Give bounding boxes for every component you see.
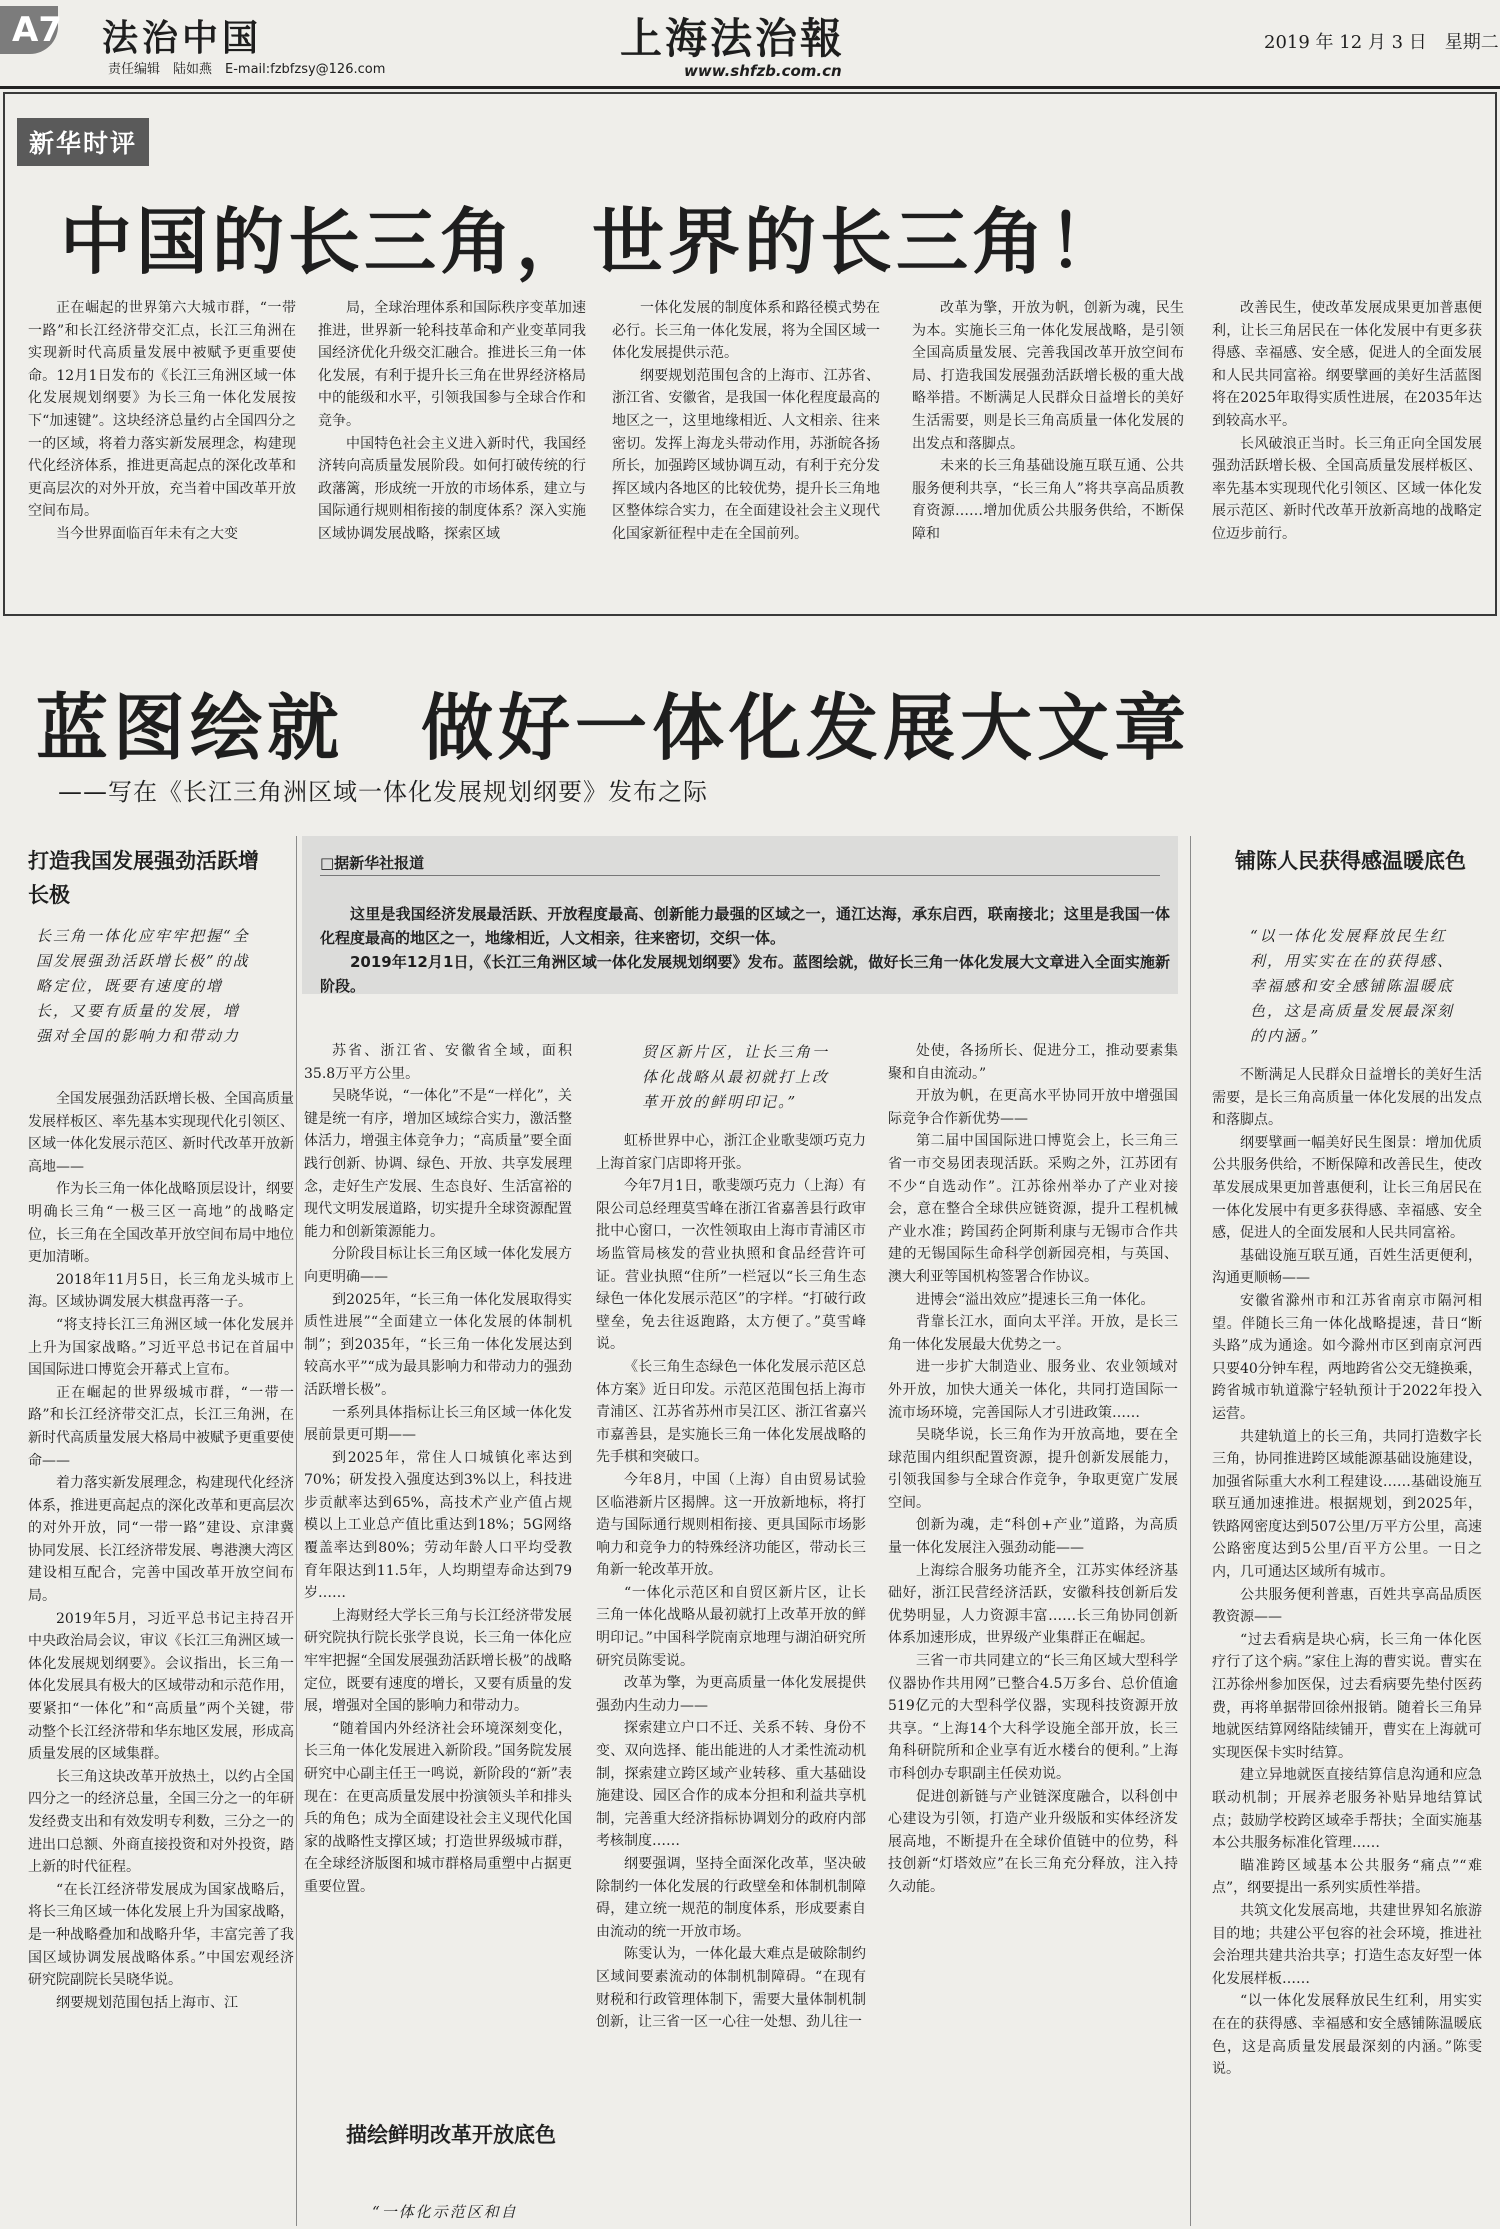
byline: □据新华社报道 — [320, 854, 425, 872]
section-3-title: 铺陈人民获得感温暖底色 — [1235, 849, 1466, 873]
paragraph: 基础设施互联互通，百姓生活更便利，沟通更顺畅—— — [1212, 1247, 1482, 1287]
paragraph: 一体化发展的制度体系和路径模式势在必行。长三角一体化发展，将为全国区域一体化发展提供示范。 — [612, 300, 880, 362]
paragraph: 吴晓华说，长三角作为开放高地，要在全球范围内组织配置资源，提升创新发展能力，引领我国参与全球合作竞争，争取更宽广发展空间。 — [888, 1427, 1178, 1511]
paragraph: “一体化示范区和自贸区新片区，让长三角一体化战略从最初就打上改革开放的鲜明印记。”中国科学院南京地理与湖泊研究所研究员陈雯说。 — [596, 1584, 866, 1669]
paragraph: “在长江经济带发展成为国家战略后，将长三角区域一体化发展上升为国家战略，是一种战略叠加和战略升华，丰富完善了我国区域协调发展战略体系。”中国宏观经济研究院副院长吴晓华说。 — [28, 1881, 294, 1989]
paragraph: 分阶段目标让长三角区域一体化发展方向更明确—— — [304, 1246, 572, 1285]
commentary-column-5 — [1212, 297, 1482, 602]
paragraph: 2019年12月1日，《长江三角洲区域一体化发展规划纲要》发布。蓝图绘就，做好长三角一体化发展大文章进入全面实施新阶段。 — [320, 953, 1170, 995]
commentary-column-3 — [612, 297, 880, 602]
paragraph: 进一步扩大制造业、服务业、农业领域对外开放，加快大通关一体化，共同打造国际一流市场环境，完善国际人才引进政策…… — [888, 1359, 1178, 1421]
section-2-title: 描绘鲜明改革开放底色 — [346, 2123, 556, 2147]
body-column-4 — [888, 1040, 1178, 2226]
paragraph: 今年8月，中国（上海）自由贸易试验区临港新片区揭牌。这一开放新地标，将打造与国际通行规则相衔接、更具国际市场影响力和竞争力的特殊经济功能区，带动长三角新一轮改革开放。 — [596, 1471, 866, 1579]
paragraph: 长三角这块改革开放热土，以约占全国四分之一的经济总量，全国三分之一的年研发经费支出和有效发明专利数，三分之一的进出口总额、外商直接投资和对外投资，踏上新的时代征程。 — [28, 1768, 294, 1876]
paragraph: 改革为擎，开放为帆，创新为魂，民生为本。实施长三角一体化发展战略，是引领全国高质量发展、完善我国改革开放空间布局、打造我国发展强劲活跃增长极的重大战略举措。不断满足人民群众日益增长的美好生活需要，则是长三角高质量一体化发展的出发点和落脚点。 — [912, 300, 1184, 452]
paragraph: 2019年5月，习近平总书记主持召开中央政治局会议，审议《长江三角洲区域一体化发展规划纲要》。会议指出，长三角一体化发展具有极大的区域带动和示范作用，要紧扣“一体化”和“高质量”两个关键，带动整个长江经济带和华东地区发展，形成高质量发展的区域集群。 — [28, 1610, 294, 1763]
body-column-5 — [1212, 1064, 1482, 2226]
paragraph: 一系列具体指标让长三角区域一体化发展前景更可期—— — [304, 1404, 572, 1444]
paragraph: 探索建立户口不迁、关系不转、身份不变、双向选择、能出能进的人才柔性流动机制，探索建立跨区域产业转移、重大基础设施建设、园区合作的成本分担和利益共享机制，完善重大经济指标协调划分的政府内部考核制度…… — [596, 1720, 866, 1850]
paragraph: 长风破浪正当时。长三角正向全国发展强劲活跃增长极、全国高质量发展样板区、率先基本实现现代化引领区、区域一体化发展示范区、新时代改革开放新高地的战略定位迈步前行。 — [1212, 435, 1482, 542]
paragraph: “过去看病是块心病，长三角一体化医疗行了这个病。”家住上海的曹实说。曹实在江苏徐州参加医保，过去看病要先垫付医药费，再将单据带回徐州报销。随着长三角异地就医结算网络陆续铺开，曹实在上海就可实现医保卡实时结算。 — [1212, 1631, 1482, 1761]
paragraph: 全国发展强劲活跃增长极、全国高质量发展样板区、率先基本实现现代化引领区、区域一体化发展示范区、新时代改革开放新高地—— — [28, 1091, 294, 1175]
page-number: A7 — [12, 10, 62, 50]
paragraph: 纲要规划范围包括上海市、江 — [56, 1994, 238, 2011]
paragraph: 苏省、浙江省、安徽省全域，面积35.8万平方公里。 — [304, 1043, 572, 1082]
body-column-1 — [28, 1088, 294, 2218]
section-2-quote: “一体化示范区和自 — [372, 2203, 518, 2221]
paragraph: 未来的长三角基础设施互联互通、公共服务便利共享，“长三角人”将共享高品质教育资源……增加优质公共服务供给，不断保障和 — [912, 458, 1184, 542]
paragraph: 不断满足人民群众日益增长的美好生活需要，是长三角高质量一体化发展的出发点和落脚点。 — [1212, 1067, 1482, 1129]
body-column-3 — [596, 1130, 866, 2226]
feature-subheadline: ——写在《长江三角洲区域一体化发展规划纲要》发布之际 — [58, 778, 708, 806]
feature-headline: 蓝图绘就 做好一体化发展大文章 — [36, 686, 1192, 770]
commentary-column-4 — [912, 297, 1184, 602]
paragraph: 作为长三角一体化战略顶层设计，纲要明确长三角“一极三区一高地”的战略定位，长三角在全国改革开放空间布局中地位更加清晰。 — [28, 1181, 294, 1266]
lead-paragraph — [320, 902, 1170, 998]
newspaper-url[interactable]: www.shfzb.com.cn — [684, 62, 842, 80]
paragraph: 促进创新链与产业链深度融合，以科创中心建设为引领，打造产业升级版和实体经济发展高地，不断提升在全球价值链中的位势，科技创新“灯塔效应”在长三角充分释放，注入持久动能。 — [888, 1788, 1178, 1895]
paragraph: 改革为擎，为更高质量一体化发展提供强劲内生动力—— — [596, 1675, 866, 1714]
paragraph: 陈雯认为，一体化最大难点是破除制约区域间要素流动的体制机制障碍。“在现有财税和行政管理体制下，需要大量体制机制创新，让三省一区一心往一处想、劲儿往一 — [596, 1946, 866, 2031]
paragraph: 第二届中国国际进口博览会上，长三角三省一市交易团表现活跃。采购之外，江苏团有不少“自选动作”。江苏徐州举办了产业对接会，意在整合全球供应链资源，提升工程机械产业水准；跨国药企阿斯利康与无锡市合作共建的无锡国际生命科学创新园亮相，与英国、澳大利亚等国机构签署合作协议。 — [888, 1133, 1178, 1285]
paragraph: 这里是我国经济发展最活跃、开放程度最高、创新能力最强的区域之一，通江达海，承东启西，联南接北；这里是我国一体化程度最高的地区之一，地缘相近，人文相亲，往来密切，交织一体。 — [320, 905, 1170, 947]
paragraph: 上海综合服务功能齐全，江苏实体经济基础好，浙江民营经济活跃，安徽科技创新后发优势明显，人力资源丰富……长三角协同创新体系加速形成，世界级产业集群正在崛起。 — [888, 1562, 1178, 1647]
section-1-quote: 长三角一体化应牢牢把握“全国发展强劲活跃增长极”的战略定位，既要有速度的增长，又要有质量的发展，增强对全国的影响力和带动力 — [36, 927, 250, 1045]
paragraph: 创新为魂，走“科创+产业”道路，为高质量一体化发展注入强劲动能—— — [888, 1517, 1178, 1557]
paragraph: 当今世界面临百年未有之大变 — [56, 525, 238, 542]
commentary-column-1 — [28, 297, 296, 602]
paragraph: 正在崛起的世界级城市群，“一带一路”和长江经济带交汇点，长江三角洲，在新时代高质量发展大格局中被赋予更重要使命—— — [28, 1384, 294, 1469]
paragraph: 吴晓华说，“一体化”不是“一样化”，关键是统一有序，增加区域综合实力，激活整体活力，增强主体竞争力；“高质量”要全面践行创新、协调、绿色、开放、共享发展理念，走好生产发展、生态良好、生活富裕的现代文明发展道路，切实提升全球资源配置能力和创新策源能力。 — [304, 1088, 572, 1240]
paragraph: 处使，各扬所长、促进分工，推动要素集聚和自由流动。” — [888, 1043, 1178, 1082]
section-title: 法治中国 — [102, 18, 263, 59]
newspaper-logo: 上海法治報 — [620, 14, 846, 63]
paragraph: 纲要擘画一幅美好民生图景：增加优质公共服务供给，不断保障和改善民生，使改革发展成果更加普惠便利，让长三角居民在一体化发展中有更多获得感、幸福感、安全感，促进人的全面发展和人民共同富裕。 — [1212, 1134, 1482, 1242]
commentary-headline: 中国的长三角，世界的长三角！ — [60, 200, 1125, 284]
paragraph: 改善民生，使改革发展成果更加普惠便利，让长三角居民在一体化发展中有更多获得感、幸福感、安全感，促进人的全面发展和人民共同富裕。纲要擘画的美好生活蓝图将在2025年取得实质性进展，在2035年达到较高水平。 — [1212, 300, 1482, 429]
paragraph: 着力落实新发展理念，构建现代化经济体系，推进更高起点的深化改革和更高层次的对外开放，同“一带一路”建设、京津冀协同发展、长江经济带发展、粤港澳大湾区建设相互配合，完善中国改革开放空间布局。 — [28, 1475, 294, 1605]
column-rule — [296, 836, 297, 2226]
paragraph: 进博会“溢出效应”提速长三角一体化。 — [916, 1291, 1155, 1308]
paragraph: 上海财经大学长三角与长江经济带发展研究院执行院长张学良说，长三角一体化应牢牢把握“全国发展强劲活跃增长极”的战略定位，既要有速度的增长，又要有质量的发展，增强对全国的影响力和带动力。 — [304, 1607, 572, 1715]
masthead-rule — [0, 86, 1500, 89]
editor-credit: 责任编辑 陆如燕 E-mail:fzbfzsy@126.com — [108, 62, 386, 77]
column-rule — [1190, 836, 1191, 2226]
body-column-2 — [304, 1040, 572, 2090]
paragraph: 纲要规划范围包含的上海市、江苏省、浙江省、安徽省，是我国一体化程度最高的地区之一，这里地缘相近、人文相亲、往来密切。发挥上海龙头带动作用，苏浙皖各扬所长，加强跨区域协调互动，有利于充分发挥区域内各地区的比较优势，提升长三角地区整体综合实力，在全面建设社会主义现代化国家新征程中走在全国前列。 — [612, 367, 880, 542]
paragraph: 虹桥世界中心，浙江企业歌斐颂巧克力上海首家门店即将开张。 — [596, 1133, 866, 1172]
paragraph: 三省一市共同建立的“长三角区域大型科学仪器协作共用网”已整合4.5万多台、总价值逾519亿元的大型科学仪器，实现科技资源开放共享。“上海14个大科学设施全部开放，长三角科研院所和企业享有近水楼台的便利。”上海市科创办专职副主任侯劝说。 — [888, 1653, 1178, 1782]
paragraph: 共筑文化发展高地，共建世界知名旅游目的地；共建公平包容的社会环境，推进社会治理共建共治共享；打造生态友好型一体化发展样板…… — [1212, 1902, 1482, 1987]
commentary-tag: 新华时评 — [17, 118, 149, 166]
paragraph: 中国特色社会主义进入新时代，我国经济转向高质量发展阶段。如何打破传统的行政藩篱，形成统一开放的市场体系，建立与国际通行规则相衔接的制度体系？深入实施区域协调发展战略，探索区域 — [318, 435, 586, 542]
commentary-column-2 — [318, 297, 586, 602]
paragraph: 背靠长江水，面向太平洋。开放，是长三角一体化发展最大优势之一。 — [888, 1314, 1178, 1353]
paragraph: 开放为帆，在更高水平协同开放中增强国际竞争合作新优势—— — [888, 1088, 1178, 1127]
section-3-quote: “以一体化发展释放民生红利，用实实在在的获得感、幸福感和安全感铺陈温暖底色，这是高质量发展最深刻的内涵。” — [1250, 927, 1455, 1045]
section-1-title: 打造我国发展强劲活跃增长极 — [28, 849, 259, 907]
page-number-badge — [0, 6, 62, 54]
paragraph: 今年7月1日，歌斐颂巧克力（上海）有限公司总经理莫雪峰在浙江省嘉善县行政审批中心窗口，一次性领取由上海市青浦区市场监管局核发的营业执照和食品经营许可证。营业执照“住所”一栏冠以“长三角生态绿色一体化发展示范区”的字样。“打破行政壁垒，免去往返跑路，太方便了。”莫雪峰说。 — [596, 1178, 866, 1353]
section-2-quote-continued: 贸区新片区，让长三角一体化战略从最初就打上改革开放的鲜明印记。” — [642, 1043, 830, 1111]
paragraph: 建立异地就医直接结算信息沟通和应急联动机制；开展养老服务补贴异地结算试点；鼓励学校跨区域牵手帮扶；全面实施基本公共服务标准化管理…… — [1212, 1767, 1482, 1852]
paragraph: 瞄准跨区域基本公共服务“痛点”“难点”，纲要提出一系列实质性举措。 — [1212, 1857, 1482, 1897]
paragraph: 共建轨道上的长三角，共同打造数字长三角，协同推进跨区域能源基础设施建设，加强省际重大水利工程建设……基础设施互联互通加速推进。根据规划，到2025年，铁路网密度达到507公里/万平方公里，高速公路密度达到5公里/百平方公里。一日之内，几可通达区域所有城市。 — [1212, 1428, 1482, 1581]
paragraph: 局，全球治理体系和国际秩序变革加速推进，世界新一轮科技革命和产业变革同我国经济优化升级交汇融合。推进长三角一体化发展，有利于提升长三角在世界经济格局中的能级和水平，引领我国参与全球合作和竞争。 — [318, 300, 586, 429]
paragraph: 正在崛起的世界第六大城市群，“一带一路”和长江经济带交汇点，长江三角洲在实现新时代高质量发展中被赋予更重要使命。12月1日发布的《长江三角洲区域一体化发展规划纲要》为长三角一体化发展按下“加速键”。这块经济总量约占全国四分之一的区域，将着力落实新发展理念，构建现代化经济体系，推进更高起点的深化改革和更高层次的对外开放，充当着中国改革开放空间布局。 — [28, 300, 296, 520]
paragraph: 到2025年，“长三角一体化发展取得实质性进展”“全面建立一体化发展的体制机制”；到2035年，“长三角一体化发展达到较高水平”“成为最具影响力和带动力的强劲活跃增长极”。 — [304, 1291, 572, 1398]
paragraph: “以一体化发展释放民生红利，用实实在在的获得感、幸福感和安全感铺陈温暖底色，这是高质量发展最深刻的内涵。”陈雯说。 — [1212, 1993, 1482, 2078]
paragraph: “将支持长江三角洲区域一体化发展并上升为国家战略。”习近平总书记在首届中国国际进口博览会开幕式上宣布。 — [28, 1316, 294, 1379]
paragraph: 安徽省滁州市和江苏省南京市隔河相望。伴随长三角一体化战略提速，昔日“断头路”成为通途。如今滁州市区到南京河西只要40分钟车程，两地跨省公交无缝换乘，跨省城市轨道滁宁轻轨预计于2022年投入运营。 — [1212, 1292, 1482, 1422]
byline-rule — [320, 875, 1160, 876]
paragraph: 《长三角生态绿色一体化发展示范区总体方案》近日印发。示范区范围包括上海市青浦区、江苏省苏州市吴江区、浙江省嘉兴市嘉善县，是实施长三角一体化发展战略的先手棋和突破口。 — [596, 1358, 866, 1466]
paragraph: 2018年11月5日，长三角龙头城市上海。区域协调发展大棋盘再落一子。 — [28, 1271, 294, 1311]
paragraph: 公共服务便利普惠，百姓共享高品质医教资源—— — [1212, 1586, 1482, 1626]
paragraph: 纲要强调，坚持全面深化改革，坚决破除制约一体化发展的行政壁垒和体制机制障碍，建立统一规范的制度体系，形成要素自由流动的统一开放市场。 — [596, 1856, 866, 1940]
issue-date: 2019 年 12 月 3 日 星期二 — [1264, 32, 1499, 53]
paragraph: “随着国内外经济社会环境深刻变化，长三角一体化发展进入新阶段。”国务院发展研究中心副主任王一鸣说，新阶段的“新”表现在：在更高质量发展中扮演领头羊和排头兵的角色；成为全面建设社会主义现代化国家的战略性支撑区域；打造世界级城市群，在全球经济版图和城市群格局重塑中占据更重要位置。 — [304, 1720, 572, 1895]
paragraph: 到2025年，常住人口城镇化率达到70%；研发投入强度达到3%以上，科技进步贡献率达到65%，高技术产业产值占规模以上工业总产值比重达到18%；5G网络覆盖率达到80%；劳动年龄人口平均受教育年限达到11.5年，人均期望寿命达到79岁…… — [304, 1449, 572, 1602]
